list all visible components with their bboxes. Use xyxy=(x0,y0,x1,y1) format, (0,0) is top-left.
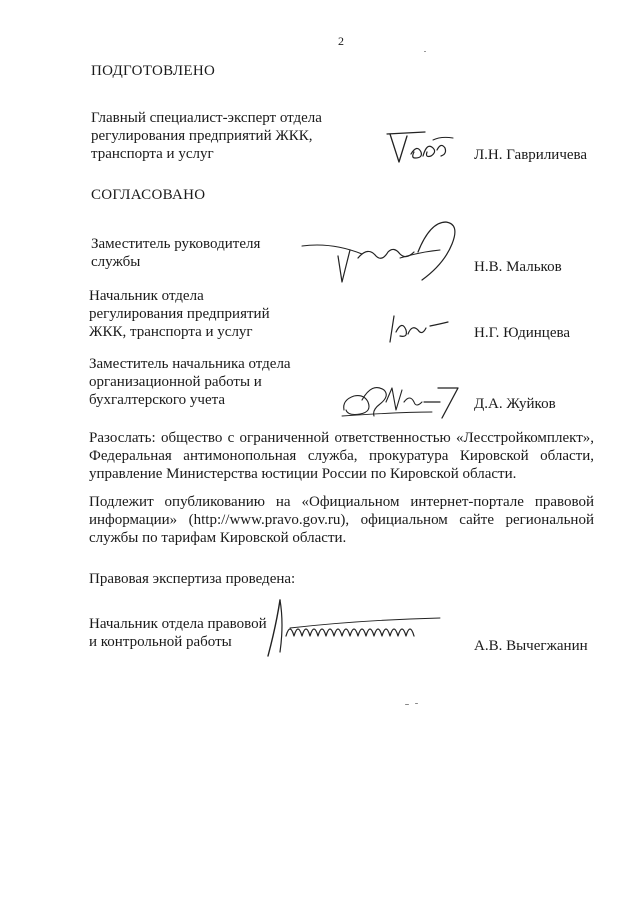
paragraph-line: информации» (http://www.pravo.gov.ru), официальном сайте региональной xyxy=(89,512,594,528)
position-line: Главный специалист-эксперт отдела xyxy=(91,110,322,126)
page-number: 2 xyxy=(338,34,344,48)
approver-name: Н.Г. Юдинцева xyxy=(474,325,571,341)
signature-malkov xyxy=(300,218,470,288)
legal-review-name: А.В. Вычегжанин xyxy=(474,638,588,654)
prepared-name: Л.Н. Гавриличева xyxy=(474,147,588,163)
legal-review-statement: Правовая экспертиза проведена: xyxy=(89,571,296,587)
publication-paragraph xyxy=(89,493,594,547)
position-line: ЖКК, транспорта и услуг xyxy=(89,324,253,340)
paragraph-line: Подлежит опубликованию на «Официальном интернет-портале правовой xyxy=(89,494,594,510)
signature-zhuikov xyxy=(340,380,465,420)
position-line: Начальник отдела xyxy=(89,288,204,304)
position-line: службы xyxy=(91,254,141,270)
position-line: бухгалтерского учета xyxy=(89,392,226,408)
scan-speck xyxy=(405,704,409,705)
paragraph-line: управление Министерства юстиции России по Кировской области. xyxy=(89,466,517,482)
signature-gavrilicheva xyxy=(385,128,460,168)
approver-position xyxy=(89,287,270,341)
signature-yudintseva xyxy=(384,312,454,344)
scan-speck xyxy=(424,51,426,52)
paragraph-line: Разослать: общество с ограниченной ответственностью «Лесстройкомплект», xyxy=(89,430,594,446)
distribution-paragraph xyxy=(89,429,594,483)
position-line: и контрольной работы xyxy=(89,634,232,650)
signature-vychegzhanin xyxy=(266,596,446,658)
prepared-position xyxy=(91,109,322,163)
paragraph-line: Федеральная антимонопольная служба, прокуратура Кировской области, xyxy=(89,448,594,464)
position-line: регулирования предприятий ЖКК, xyxy=(91,128,313,144)
paragraph-line: службы по тарифам Кировской области. xyxy=(89,530,347,546)
position-line: Заместитель руководителя xyxy=(91,236,261,252)
position-line: организационной работы и xyxy=(89,374,262,390)
position-line: транспорта и услуг xyxy=(91,146,214,162)
position-line: регулирования предприятий xyxy=(89,306,270,322)
legal-review-position xyxy=(89,615,267,651)
position-line: Начальник отдела правовой xyxy=(89,616,267,632)
approved-heading: СОГЛАСОВАНО xyxy=(91,187,206,203)
approver-position xyxy=(89,355,291,409)
approver-name: Н.В. Мальков xyxy=(474,259,562,275)
position-line: Заместитель начальника отдела xyxy=(89,356,291,372)
approver-name: Д.А. Жуйков xyxy=(474,396,556,412)
prepared-heading: ПОДГОТОВЛЕНО xyxy=(91,63,216,79)
scan-speck xyxy=(415,703,418,704)
approver-position xyxy=(91,235,260,271)
